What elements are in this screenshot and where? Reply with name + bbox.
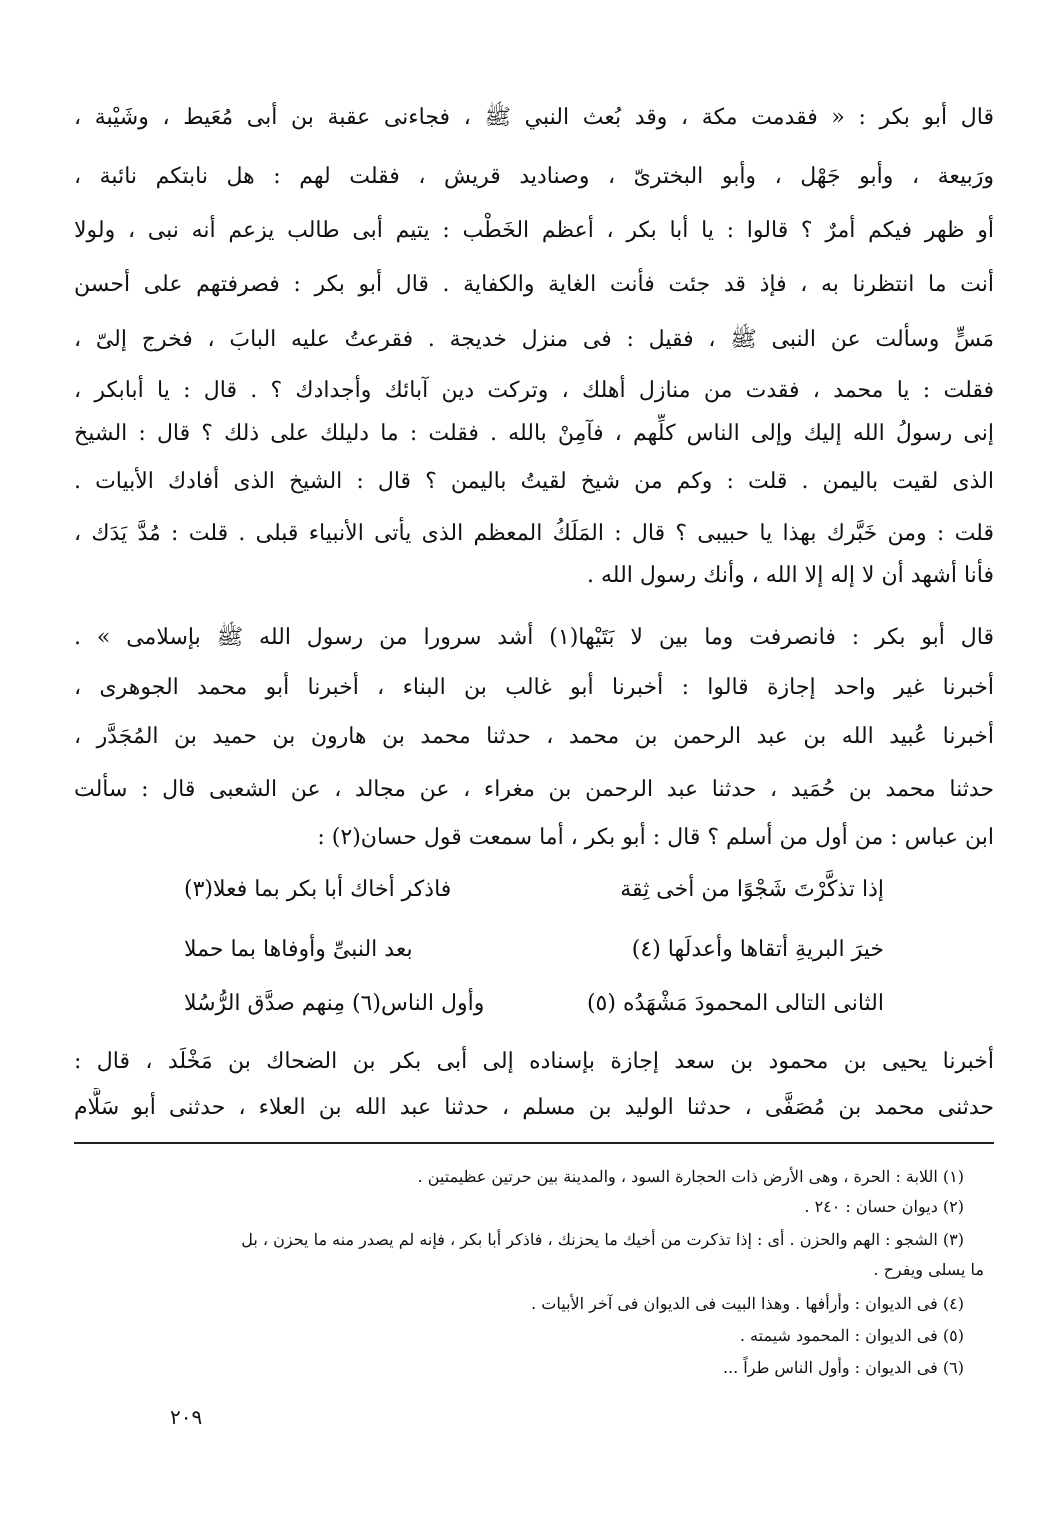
footnote: (٣) الشجو : الهم والحزن . أى : إذا تذكرت من أخيك ما يحزنك ، فاذكر أبا بكر ، فإنه لم يصدر منه ما يحزن ، بل [241, 1230, 964, 1249]
footnote-divider [74, 1142, 994, 1144]
body-line: قال أبو بكر : فانصرفت وما بين لا بَتَيْها(١) أشد سرورا من رسول الله ﷺ بإسلامى » . [74, 625, 994, 650]
poem-first-hemistich: إذا تذكَّرْتَ شَجْوًا من أخى ثِقة [620, 877, 884, 902]
body-line: حدثنا محمد بن حُمَيد ، حدثنا عبد الرحمن بن مغراء ، عن مجالد ، عن الشعبى قال : سألت [74, 777, 994, 802]
poem-verse [184, 870, 884, 910]
poem-first-hemistich: خيرَ البريةِ أتقاها وأعدلَها (٤) [631, 937, 884, 962]
body-line: أخبرنا عُبيد الله بن عبد الرحمن بن محمد ، حدثنا محمد بن هارون بن حميد بن المُجَدَّر ، [74, 724, 994, 749]
footnote: (٥) فى الديوان : المحمود شيمته . [739, 1326, 964, 1345]
poem-second-hemistich: فاذكر أخاك أبا بكر بما فعلا(٣) [184, 877, 452, 902]
body-line: فقلت : يا محمد ، فقدت من منازل أهلك ، وتركت دين آبائك وأجدادك ؟ . قال : يا أبابكر ، [74, 378, 994, 403]
footnote: (١) اللابة : الحرة ، وهى الأرض ذات الحجارة السود ، والمدينة بين حرتين عظيمتين . [417, 1167, 964, 1186]
body-line: فأنا أشهد أن لا إله إلا الله ، وأنك رسول الله . [587, 563, 994, 588]
body-line: أو ظهر فيكم أمرٌ ؟ قالوا : يا أبا بكر ، أعظم الخَطْب : يتيم أبى طالب يزعم أنه نبى ، ولولا [74, 218, 994, 243]
body-line: ورَبيعة ، وأبو جَهْل ، وأبو البخترىّ ، وصناديد قريش ، فقلت لهم : هل نابتكم نائبة ، [74, 164, 994, 189]
body-line: حدثنى محمد بن مُصَفَّى ، حدثنا الوليد بن مسلم ، حدثنا عبد الله بن العلاء ، حدثنى أبو سَلَّام [74, 1095, 994, 1120]
footnote: (٦) فى الديوان : وأول الناس طراً ... [722, 1358, 964, 1377]
body-line: قال أبو بكر : « فقدمت مكة ، وقد بُعث النبي ﷺ ، فجاءنى عقبة بن أبى مُعَيط ، وشَيْبة ، [74, 105, 994, 130]
footnote: ما يسلى ويفرح . [873, 1260, 984, 1279]
poem-second-hemistich: وأول الناس(٦) مِنهم صدَّق الرُّسُلا [184, 991, 485, 1016]
poem-verse [184, 930, 884, 970]
body-line: أنت ما انتظرنا به ، فإذ قد جئت فأنت الغاية والكفاية . قال أبو بكر : فصرفتهم على أحسن [74, 272, 994, 297]
body-line: أخبرنا غير واحد إجازة قالوا : أخبرنا أبو غالب بن البناء ، أخبرنا أبو محمد الجوهرى ، [74, 675, 994, 700]
body-line: ابن عباس : من أول من أسلم ؟ قال : أبو بكر ، أما سمعت قول حسان(٢) : [317, 825, 994, 850]
body-line: مَسٍّ وسألت عن النبى ﷺ ، فقيل : فى منزل خديجة . فقرعتُ عليه البابَ ، فخرج إلىّ ، [74, 327, 994, 352]
poem-first-hemistich: الثانى التالى المحمودَ مَشْهَدُه (٥) [586, 991, 884, 1016]
footnote: (٢) ديوان حسان : ٢٤٠ . [804, 1197, 964, 1216]
poem-verse [184, 984, 884, 1024]
page-number: ٢٠٩ [170, 1405, 203, 1429]
footnote: (٤) فى الديوان : وأرأفها . وهذا البيت فى الديوان فى آخر الأبيات . [531, 1294, 964, 1313]
body-line: إنى رسولُ الله إليك وإلى الناس كلِّهم ، فآمِنْ بالله . فقلت : ما دليلك على ذلك ؟ قال : الشيخ [74, 421, 994, 446]
body-line: قلت : ومن خَبَّرك بهذا يا حبيبى ؟ قال : المَلَكُ المعظم الذى يأتى الأنبياء قبلى . قلت : مُدَّ يَدَك ، [74, 521, 994, 546]
body-line: أخبرنا يحيى بن محمود بن سعد إجازة بإسناده إلى أبى بكر بن الضحاك بن مَخْلَد ، قال : [74, 1049, 994, 1074]
body-line: الذى لقيت باليمن . قلت : وكم من شيخ لقيتُ باليمن ؟ قال : الشيخ الذى أفادك الأبيات . [74, 469, 994, 494]
poem-second-hemistich: بعد النبىِّ وأوفاها بما حملا [184, 937, 413, 962]
